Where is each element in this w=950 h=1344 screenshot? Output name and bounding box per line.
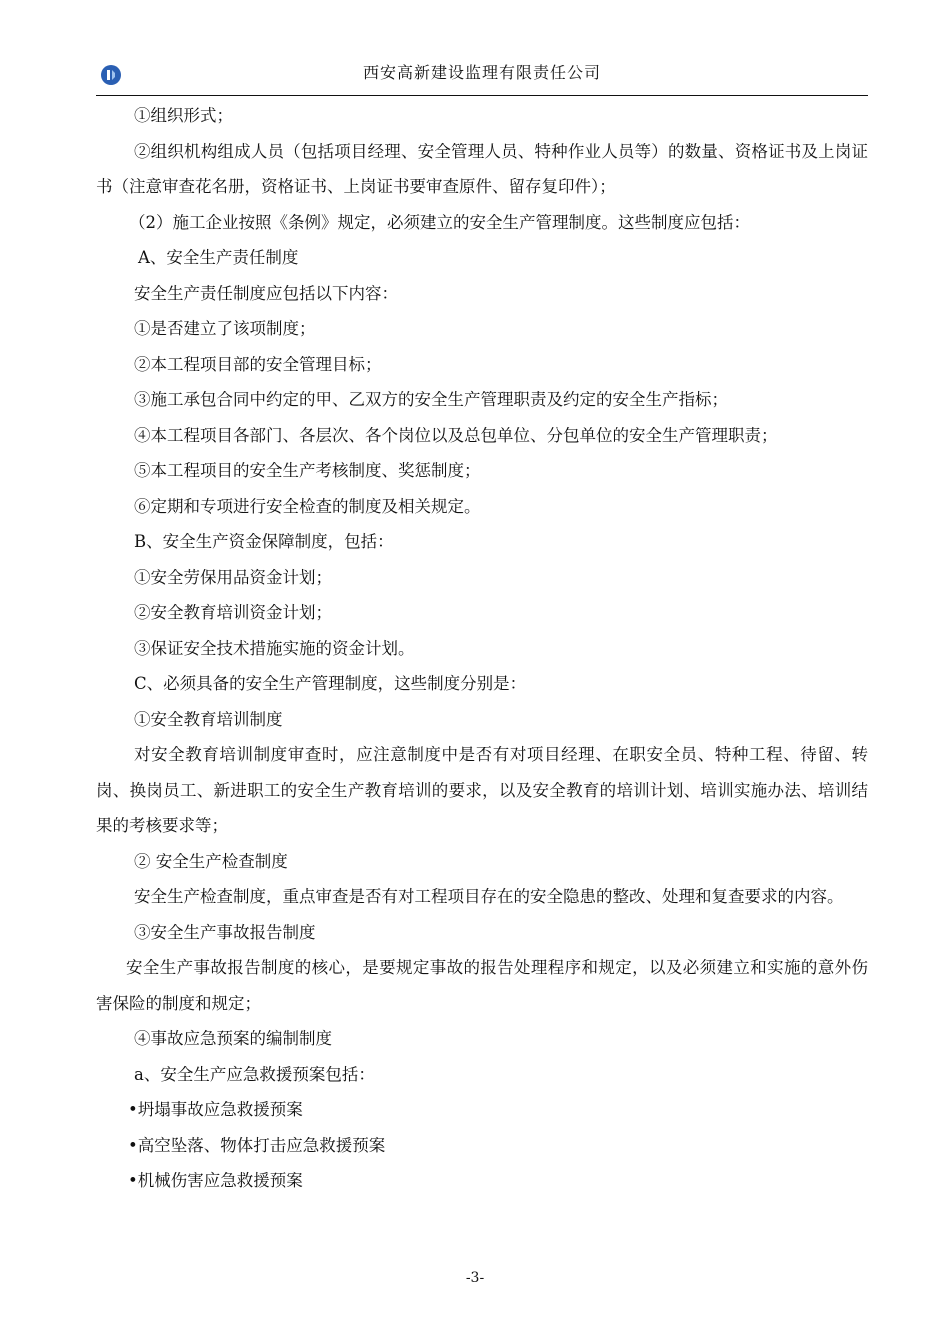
paragraph: ③保证安全技术措施实施的资金计划。 bbox=[134, 638, 415, 658]
company-name: 西安高新建设监理有限责任公司 bbox=[362, 63, 601, 82]
page-header bbox=[96, 52, 868, 96]
paragraph: ④事故应急预案的编制制度 bbox=[134, 1029, 332, 1048]
list-item: •高空坠落、物体打击应急救援预案 bbox=[128, 1135, 386, 1155]
paragraph: 安全生产责任制度应包括以下内容： bbox=[134, 283, 398, 303]
paragraph: ①组织形式； bbox=[134, 106, 233, 125]
section-heading: B、安全生产资金保障制度，包括： bbox=[134, 532, 394, 551]
document-body bbox=[96, 98, 868, 1199]
page-number: -3- bbox=[465, 1270, 485, 1286]
paragraph: 安全生产事故报告制度的核心，是要规定事故的报告处理程序和规定，以及必须建立和实施的意外伤害保险的制度和规定； bbox=[96, 958, 868, 1013]
paragraph: ①安全教育培训制度 bbox=[134, 709, 283, 729]
paragraph: ⑥定期和专项进行安全检查的制度及相关规定。 bbox=[134, 496, 481, 516]
paragraph: （2）施工企业按照《条例》规定，必须建立的安全生产管理制度。这些制度应包括： bbox=[129, 212, 750, 232]
list-item: •坍塌事故应急救援预案 bbox=[128, 1100, 303, 1119]
section-heading: C、必须具备的安全生产管理制度，这些制度分别是： bbox=[134, 674, 527, 693]
paragraph: ② 安全生产检查制度 bbox=[134, 851, 288, 871]
paragraph: 对安全教育培训制度审查时，应注意制度中是否有对项目经理、在职安全员、特种工程、待留、转岗、换岗员工、新进职工的安全生产教育培训的要求，以及安全教育的培训计划、培训实施办法、培训结果的考核要求等； bbox=[96, 745, 868, 835]
paragraph: ③安全生产事故报告制度 bbox=[134, 922, 316, 942]
paragraph: ①安全劳保用品资金计划； bbox=[134, 567, 332, 587]
paragraph: 安全生产检查制度，重点审查是否有对工程项目存在的安全隐患的整改、处理和复查要求的内容。 bbox=[134, 887, 844, 906]
paragraph: ②本工程项目部的安全管理目标； bbox=[134, 354, 382, 374]
section-heading: A、安全生产责任制度 bbox=[138, 248, 299, 267]
list-item: •机械伤害应急救援预案 bbox=[128, 1171, 303, 1190]
paragraph: ⑤本工程项目的安全生产考核制度、奖惩制度； bbox=[134, 461, 481, 480]
header-rule bbox=[96, 95, 868, 96]
paragraph: ③施工承包合同中约定的甲、乙双方的安全生产管理职责及约定的安全生产指标； bbox=[134, 390, 728, 409]
paragraph: ④本工程项目各部门、各层次、各个岗位以及总包单位、分包单位的安全生产管理职责； bbox=[134, 425, 778, 445]
paragraph: ①是否建立了该项制度； bbox=[134, 319, 316, 338]
paragraph: ②安全教育培训资金计划； bbox=[134, 603, 332, 622]
paragraph: ②组织机构组成人员（包括项目经理、安全管理人员、特种作业人员等）的数量、资格证书及上岗证书（注意审查花名册，资格证书、上岗证书要审查原件、留存复印件）； bbox=[96, 141, 868, 196]
paragraph: a、安全生产应急救援预案包括： bbox=[134, 1064, 375, 1084]
